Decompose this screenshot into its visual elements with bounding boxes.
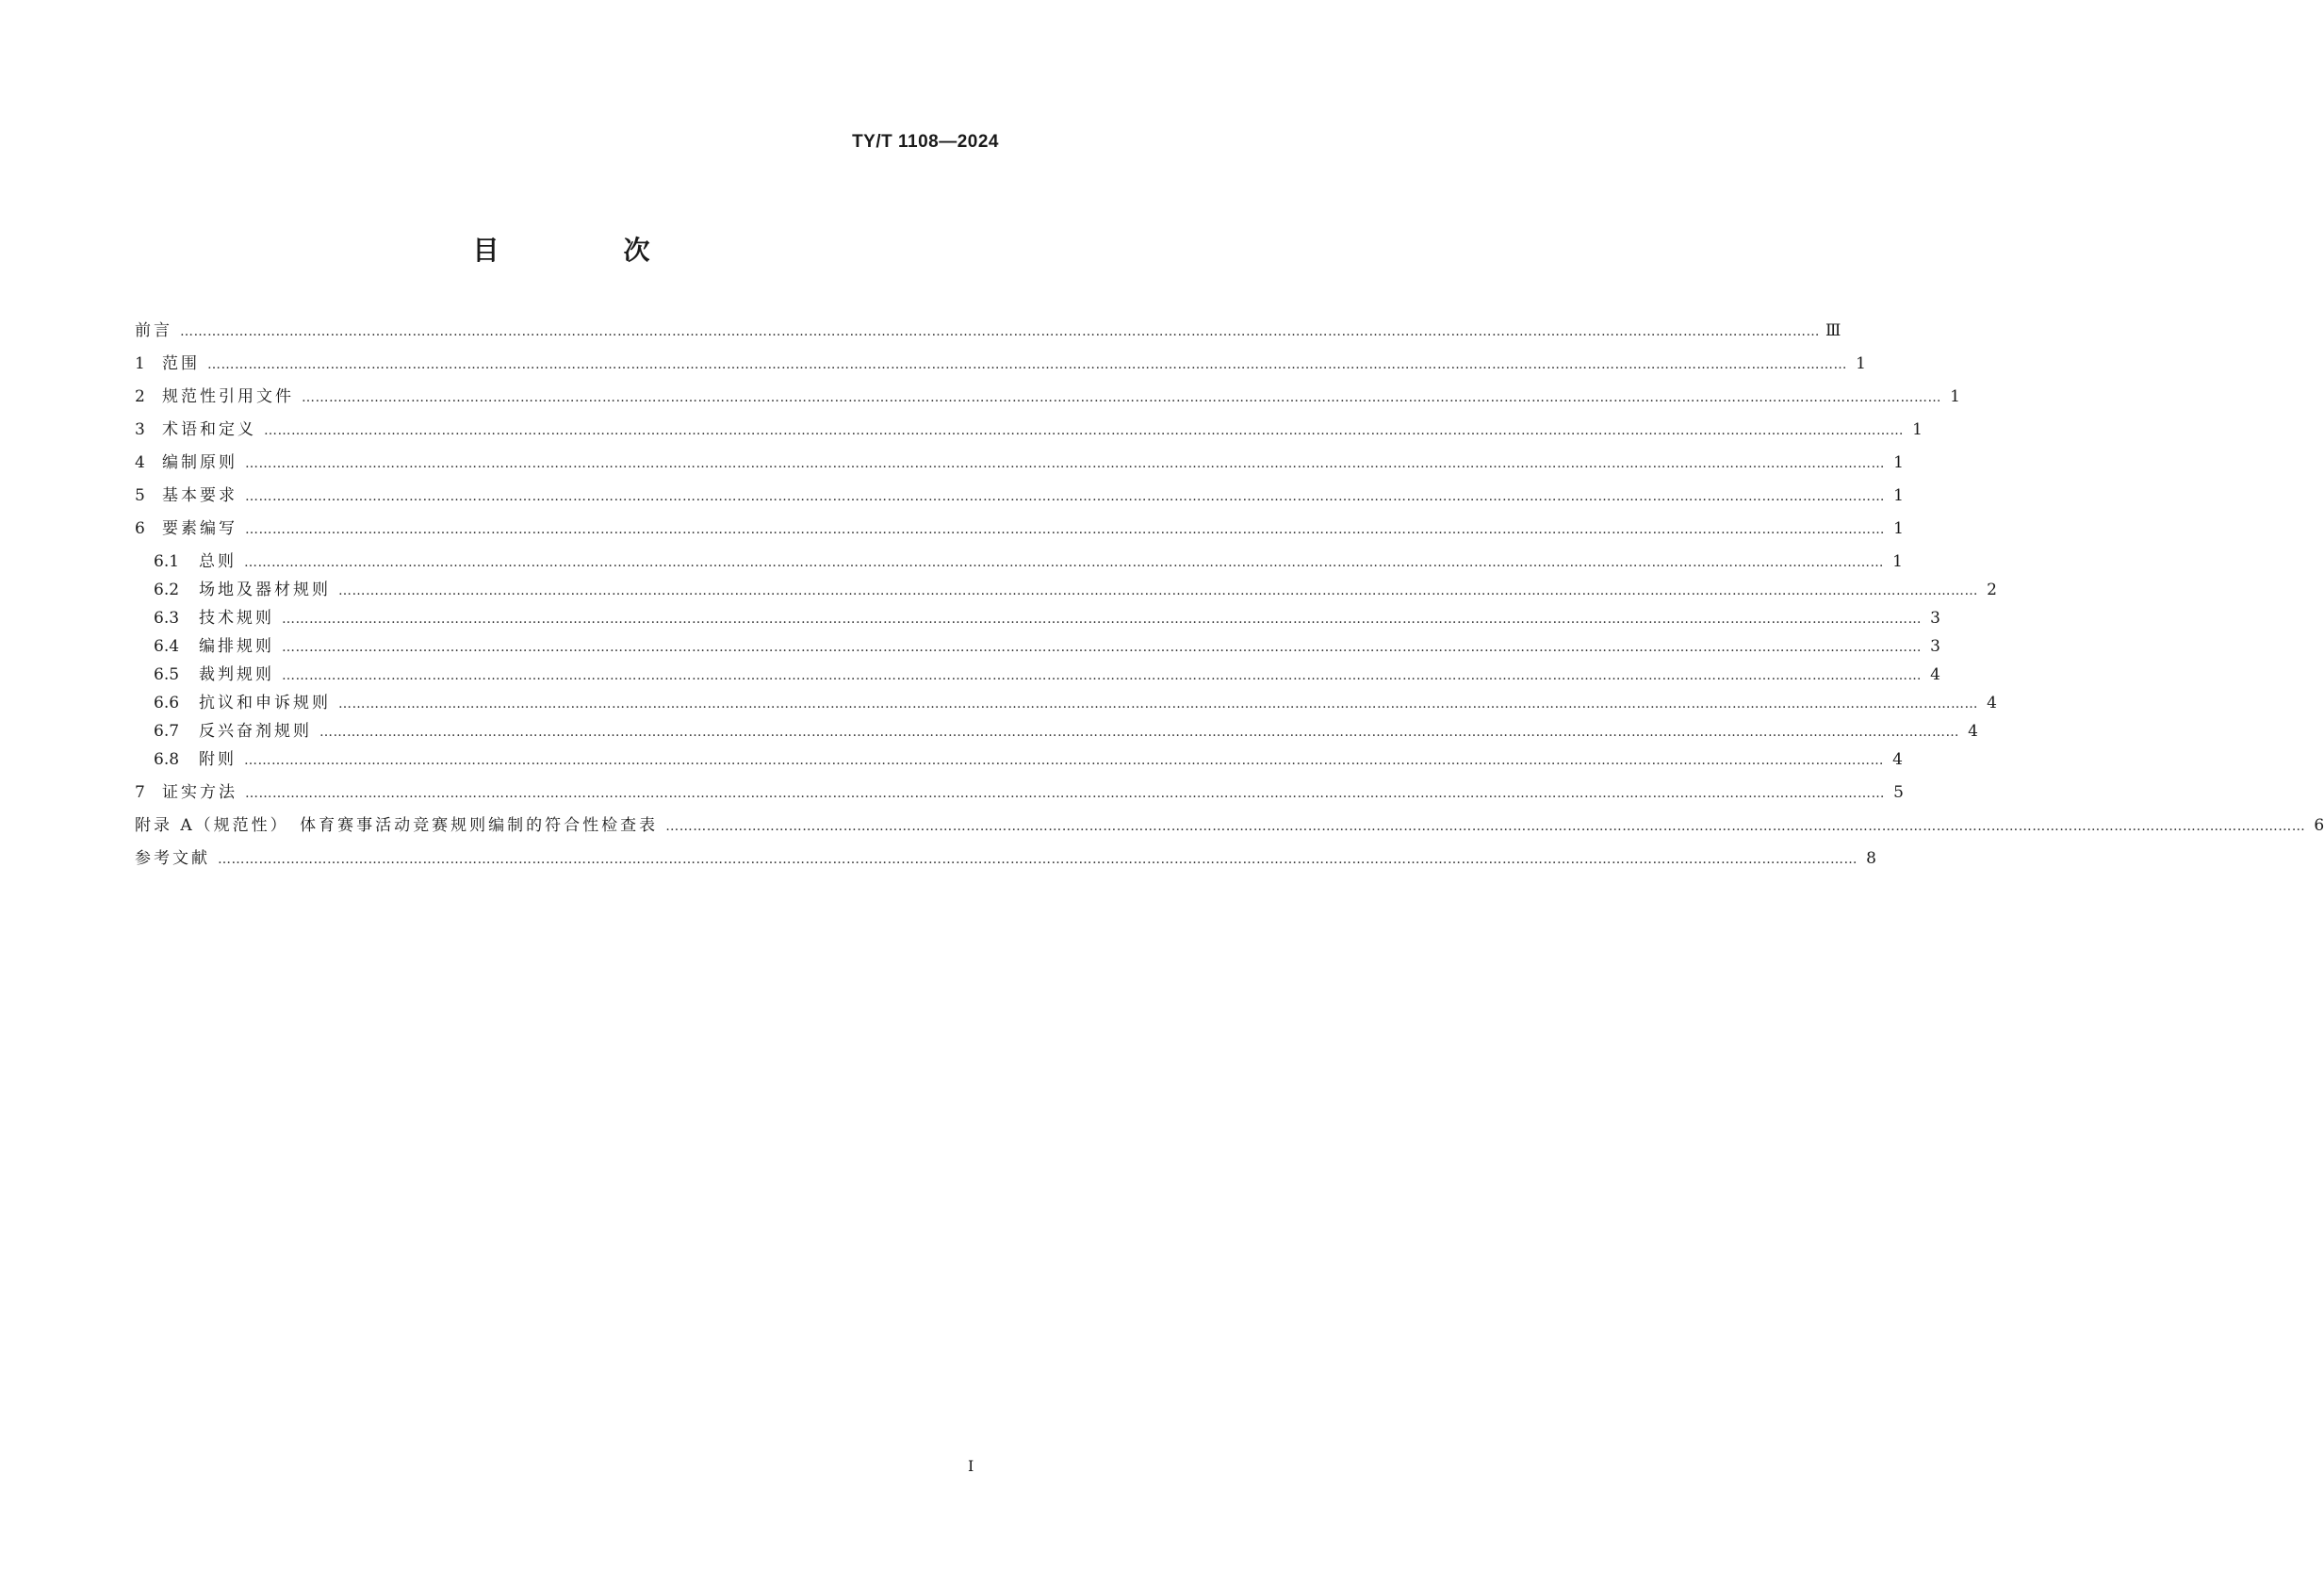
toc-entry-page: 4 (1892, 750, 1903, 769)
toc-entry-label: 要素编写 (162, 519, 237, 538)
toc-leader-dots: ……………………………………………………………………………………………………………………………………………………………………………………………………………………………………………………………………………………………………………………………… (302, 390, 1941, 405)
toc-entry-number: 6.3 (154, 609, 180, 628)
toc-entry-number: 4 (135, 453, 145, 472)
toc-entry-page: 1 (1893, 486, 1904, 505)
toc-entry-label: 规范性引用文件 (162, 387, 294, 406)
toc-entry-6-8[interactable] (154, 747, 1903, 772)
toc-entry-6[interactable] (135, 516, 1904, 541)
toc-entry-bibliography[interactable] (135, 846, 1876, 871)
toc-entry-3[interactable] (135, 417, 1923, 442)
toc-entry-number: 6.6 (154, 694, 180, 712)
toc-entry-label: 术语和定义 (162, 420, 256, 439)
toc-entry-page: Ⅲ (1825, 321, 1841, 340)
toc-entry-label: 编排规则 (199, 637, 274, 656)
toc-entry-label: 附录 A（规范性） 体育赛事活动竞赛规则编制的符合性检查表 (135, 816, 659, 835)
toc-entry-label: 编制原则 (162, 453, 237, 472)
toc-leader-dots: ……………………………………………………………………………………………………………………………………………………………………………………………………………………………………………………………………………………………………………………………… (245, 456, 1885, 471)
toc-entry-page: 6 (2314, 816, 2324, 835)
toc-leader-dots: ……………………………………………………………………………………………………………………………………………………………………………………………………………………………………………………………………………………………………………………………… (264, 423, 1904, 438)
toc-entry-label: 反兴奋剂规则 (199, 722, 312, 741)
toc-entry-foreword[interactable] (135, 319, 1841, 343)
toc-entry-number: 6.8 (154, 750, 180, 769)
toc-entry-page: 8 (1866, 849, 1876, 868)
toc-entry-label: 基本要求 (162, 486, 237, 505)
toc-entry-number: 6.5 (154, 665, 180, 684)
toc-entry-label: 裁判规则 (199, 665, 274, 684)
toc-leader-dots: ……………………………………………………………………………………………………………………………………………………………………………………………………………………………………………………………………………………………………………………………… (245, 489, 1885, 504)
toc-entry-1[interactable] (135, 352, 1866, 376)
toc-entry-7[interactable] (135, 780, 1904, 805)
toc-entry-4[interactable] (135, 450, 1904, 475)
toc-entry-page: 1 (1912, 420, 1923, 439)
toc-entry-page: 3 (1930, 609, 1940, 628)
toc-entry-page: 5 (1893, 783, 1904, 802)
toc-entry-page: 1 (1893, 453, 1904, 472)
toc-leader-dots: ……………………………………………………………………………………………………………………………………………………………………………………………………………………………………………………………………………………………………………………………… (282, 612, 1922, 627)
toc-entry-number: 2 (135, 387, 145, 406)
toc-entry-number: 5 (135, 486, 145, 505)
toc-entry-label: 证实方法 (162, 783, 237, 802)
toc-leader-dots: ……………………………………………………………………………………………………………………………………………………………………………………………………………………………………………………………………………………………………………………………… (665, 819, 2306, 834)
toc-leader-dots: ……………………………………………………………………………………………………………………………………………………………………………………………………………………………………………………………………………………………………………………………… (218, 852, 1858, 867)
page-number: Ⅰ (968, 1457, 974, 1475)
toc-entry-page: 4 (1987, 694, 1997, 712)
toc-entry-label: 总则 (199, 552, 237, 571)
toc-entry-page: 1 (1893, 519, 1904, 538)
toc-entry-6-6[interactable] (154, 691, 1997, 715)
toc-entry-number: 7 (135, 783, 145, 802)
toc-entry-label: 技术规则 (199, 609, 274, 628)
toc-entry-number: 6.2 (154, 581, 180, 599)
toc-entry-6-5[interactable] (154, 663, 1940, 687)
toc-entry-page: 3 (1930, 637, 1940, 656)
toc-leader-dots: ……………………………………………………………………………………………………………………………………………………………………………………………………………………………………………………………………………………………………………………………… (244, 555, 1884, 570)
toc-leader-dots: ……………………………………………………………………………………………………………………………………………………………………………………………………………………………………………………………………………………………………………………………… (282, 668, 1922, 683)
toc-entry-number: 6.1 (154, 552, 180, 571)
toc-entry-label: 场地及器材规则 (199, 581, 331, 599)
toc-leader-dots: ……………………………………………………………………………………………………………………………………………………………………………………………………………………………………………………………………………………………………………………………… (207, 357, 1847, 372)
toc-entry-6-2[interactable] (154, 578, 1997, 602)
toc-entry-number: 6.7 (154, 722, 180, 741)
toc-entry-label: 抗议和申诉规则 (199, 694, 331, 712)
toc-entry-label: 附则 (199, 750, 237, 769)
toc-leader-dots: ……………………………………………………………………………………………………………………………………………………………………………………………………………………………………………………………………………………………………………………………… (282, 640, 1922, 655)
toc-leader-dots: ……………………………………………………………………………………………………………………………………………………………………………………………………………………………………………………………………………………………………………………………… (180, 324, 1820, 339)
toc-entry-6-1[interactable] (154, 549, 1903, 574)
page-title: 目 次 (472, 235, 699, 266)
toc-entry-6-4[interactable] (154, 634, 1940, 659)
toc-leader-dots: ……………………………………………………………………………………………………………………………………………………………………………………………………………………………………………………………………………………………………………………………… (245, 522, 1885, 537)
toc-entry-6-3[interactable] (154, 606, 1940, 630)
toc-entry-6-7[interactable] (154, 719, 1978, 744)
toc-leader-dots: ……………………………………………………………………………………………………………………………………………………………………………………………………………………………………………………………………………………………………………………………… (319, 725, 1959, 740)
toc-entry-number: 6.4 (154, 637, 180, 656)
toc-leader-dots: ……………………………………………………………………………………………………………………………………………………………………………………………………………………………………………………………………………………………………………………………… (338, 583, 1978, 598)
toc-entry-number: 6 (135, 519, 145, 538)
toc-entry-page: 1 (1950, 387, 1960, 406)
toc-entry-label: 范围 (162, 354, 200, 373)
standard-code: TY/T 1108—2024 (852, 132, 999, 152)
toc-leader-dots: ……………………………………………………………………………………………………………………………………………………………………………………………………………………………………………………………………………………………………………………………… (244, 753, 1884, 768)
toc-entry-page: 1 (1892, 552, 1903, 571)
toc-entry-2[interactable] (135, 385, 1960, 409)
toc-leader-dots: ……………………………………………………………………………………………………………………………………………………………………………………………………………………………………………………………………………………………………………………………… (338, 696, 1978, 712)
toc-entry-page: 4 (1968, 722, 1978, 741)
toc-entry-label: 前言 (135, 321, 172, 340)
toc-entry-page: 1 (1856, 354, 1866, 373)
toc-entry-number: 3 (135, 420, 145, 439)
toc-entry-5[interactable] (135, 483, 1904, 508)
toc-entry-page: 2 (1987, 581, 1997, 599)
toc-entry-page: 4 (1930, 665, 1940, 684)
toc-entry-number: 1 (135, 354, 145, 373)
toc-entry-appendix-a[interactable] (135, 813, 2324, 838)
toc-leader-dots: ……………………………………………………………………………………………………………………………………………………………………………………………………………………………………………………………………………………………………………………………… (245, 786, 1885, 801)
toc-entry-label: 参考文献 (135, 849, 210, 868)
